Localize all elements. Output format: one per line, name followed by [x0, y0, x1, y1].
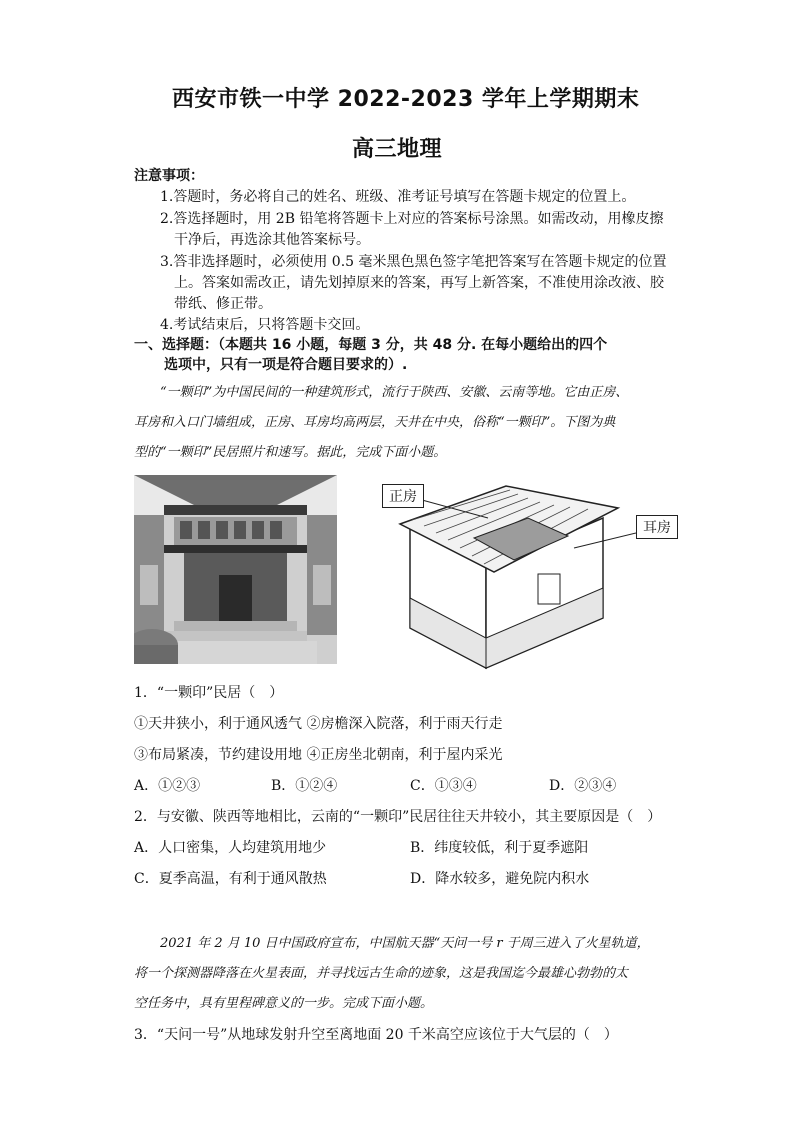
- q2-option-b: B．纬度较低，利于夏季遮阳: [410, 840, 589, 856]
- q1-statement-1: ①天井狭小，利于通风透气 ②房檐深入院落，利于雨天行走: [134, 716, 503, 732]
- q2-option-d: D．降水较多，避免院内积水: [410, 871, 590, 887]
- q1-option-c: C．①③④: [410, 778, 477, 794]
- note-1: 1.答题时，务必将自己的姓名、班级、准考证号填写在答题卡规定的位置上。: [160, 189, 636, 205]
- page-title: 西安市铁一中学 2022-2023 学年上学期期末: [172, 87, 640, 112]
- passage2-line-3: 空任务中，具有里程碑意义的一步。完成下面小题。: [134, 996, 434, 1011]
- passage1-line-1: “一颗印”为中国民间的一种建筑形式，流行于陕西、安徽、云南等地。它由正房、: [160, 385, 629, 400]
- passage1-line-3: 型的“一颗印”民居照片和速写。据此，完成下面小题。: [134, 445, 447, 460]
- section-heading-line-2: 选项中，只有一项是符合题目要求的）.: [164, 357, 408, 373]
- q1-statement-2: ③布局紧凑，节约建设用地 ④正房坐北朝南，利于屋内采光: [134, 747, 503, 763]
- passage1-line-2: 耳房和入口门墙组成，正房、耳房均高两层，天井在中央，俗称“一颗印”。下图为典: [134, 415, 616, 430]
- courtyard-photo: [134, 475, 337, 664]
- label-side-room: 耳房: [636, 515, 678, 539]
- passage2-line-2: 将一个探测器降落在火星表面，并寻找远古生命的迹象，这是我国迄今最雄心勃勃的太: [134, 966, 629, 981]
- page-subtitle: 高三地理: [352, 137, 443, 162]
- q3-stem: 3．“天问一号”从地球发射升空至离地面 20 千米高空应该位于大气层的（ ）: [134, 1027, 618, 1043]
- note-2-line-1: 2.答选择题时，用 2B 铅笔将答题卡上对应的答案标号涂黑。如需改动，用橡皮擦: [160, 211, 664, 227]
- q1-option-d: D．②③④: [549, 778, 617, 794]
- note-4: 4.考试结束后，只将答题卡交回。: [160, 317, 370, 333]
- label-main-room: 正房: [382, 484, 424, 508]
- note-2-line-2: 干净后，再选涂其他答案标号。: [174, 232, 370, 248]
- section-heading-line-1: 一、选择题：（本题共 16 小题，每题 3 分，共 48 分. 在每小题给出的四个: [134, 337, 608, 353]
- note-3-line-3: 带纸、修正带。: [174, 296, 272, 312]
- note-3-line-1: 3.答非选择题时，必须使用 0.5 毫米黑色黑色签字笔把答案写在答题卡规定的位置: [160, 254, 667, 270]
- q2-stem: 2．与安徽、陕西等地相比，云南的“一颗印”民居往往天井较小，其主要原因是（ ）: [134, 809, 662, 825]
- q2-option-c: C．夏季高温，有利于通风散热: [134, 871, 327, 887]
- note-3-line-2: 上。答案如需改正，请先划掉原来的答案，再写上新答案，不准使用涂改液、胶: [174, 275, 664, 291]
- house-sketch: [378, 478, 704, 678]
- q2-option-a: A．人口密集，人均建筑用地少: [134, 840, 327, 856]
- q1-option-a: A．①②③: [134, 778, 201, 794]
- q1-option-b: B．①②④: [271, 778, 338, 794]
- q1-stem: 1．“一颗印”民居（ ）: [134, 685, 284, 701]
- passage2-line-1: 2021 年 2 月 10 日中国政府宣布，中国航天器“天问一号 r 于周三进入了火星轨道，: [160, 936, 650, 951]
- notes-heading: 注意事项：: [134, 168, 204, 184]
